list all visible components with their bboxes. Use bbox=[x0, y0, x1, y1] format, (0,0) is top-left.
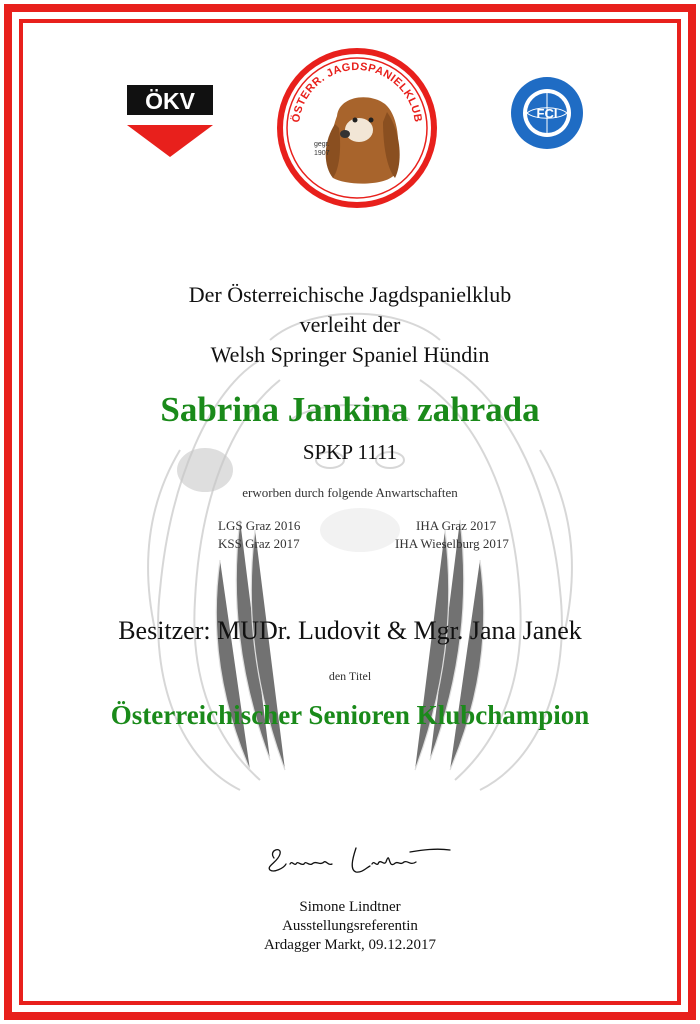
dog-registration: SPKP 1111 bbox=[302, 440, 398, 464]
fci-logo bbox=[510, 76, 584, 150]
owner-line: Besitzer: MUDr. Ludovit & Mgr. Jana Janek bbox=[118, 616, 582, 645]
title-name: Österreichischer Senioren Klubchampion bbox=[110, 700, 590, 730]
header-line-club: Der Österreichische Jagdspanielklub bbox=[188, 282, 512, 307]
okv-logo bbox=[127, 85, 213, 157]
signatory-name: Simone Lindtner bbox=[299, 899, 401, 915]
dog-name: Sabrina Jankina zahrada bbox=[160, 390, 540, 429]
club-logo-founded-year: 1907 bbox=[314, 150, 330, 157]
signature-image bbox=[260, 840, 460, 880]
place-and-date: Ardagger Markt, 09.12.2017 bbox=[263, 937, 437, 953]
qualification-item: IHA Wieselburg 2017 bbox=[395, 536, 509, 551]
qualification-item: LGS Graz 2016 bbox=[218, 518, 301, 533]
club-logo-ring-text: ÖSTERR. JAGDSPANIELKLUB bbox=[290, 60, 424, 124]
title-label: den Titel bbox=[328, 669, 372, 683]
qualifications-intro: erworben durch folgende Anwartschaften bbox=[242, 485, 458, 500]
qualification-item: KSS Graz 2017 bbox=[218, 536, 300, 551]
club-logo bbox=[275, 46, 439, 210]
qualification-item: IHA Graz 2017 bbox=[416, 518, 497, 533]
header-line-awards: verleiht der bbox=[299, 312, 401, 337]
club-logo-founded-label: gegr. bbox=[314, 141, 330, 148]
okv-logo-text: ÖKV bbox=[145, 88, 195, 114]
signatory-role: Ausstellungsreferentin bbox=[282, 918, 418, 934]
fci-logo-text: FCI bbox=[536, 106, 558, 121]
header-line-breed: Welsh Springer Spaniel Hündin bbox=[210, 342, 490, 367]
